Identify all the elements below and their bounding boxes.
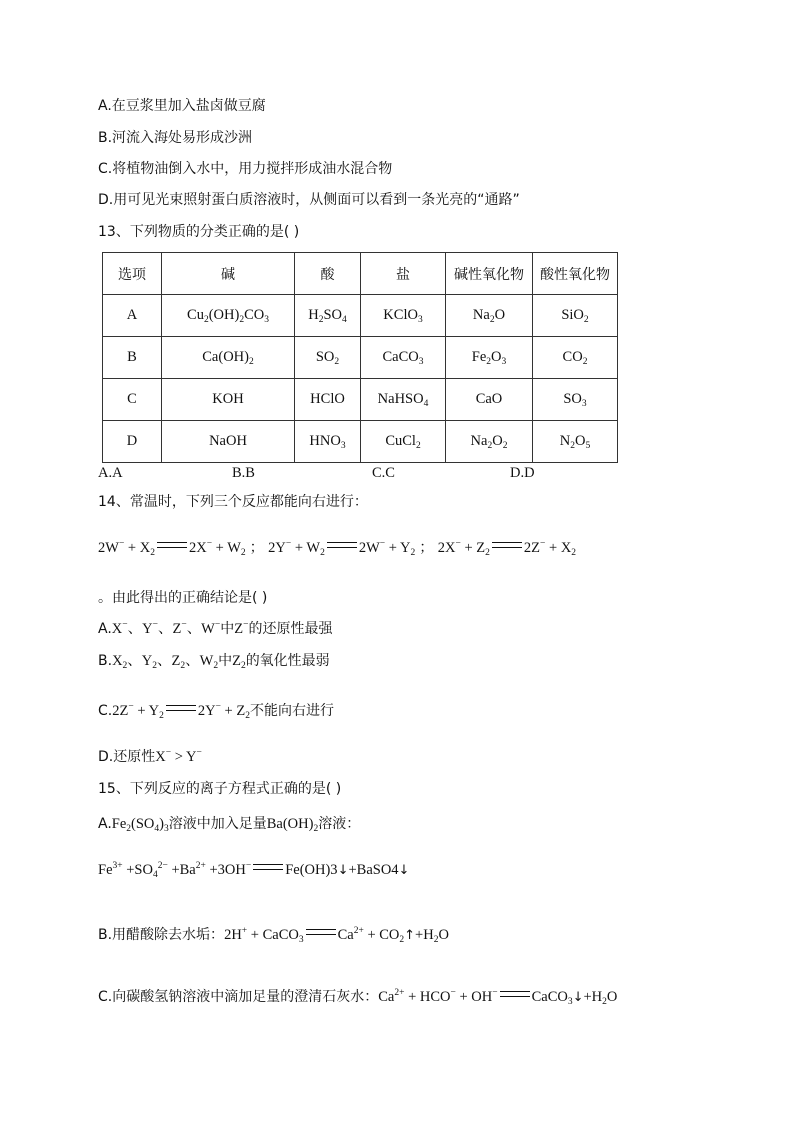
header-basic-oxide: 碱性氧化物 (446, 253, 533, 295)
table-cell: NaOH (162, 421, 295, 463)
table-row (103, 379, 618, 421)
table-cell: $Na_2O$ (446, 295, 533, 337)
table-cell: KOH (162, 379, 295, 421)
q12-option-c: C.将植物油倒入水中，用力搅拌形成油水混合物 (98, 161, 393, 177)
header-acid: 酸 (295, 253, 361, 295)
row-label: D (103, 421, 162, 463)
classification-table (102, 252, 618, 463)
table-cell: CuCl$_2$ (361, 421, 446, 463)
table-cell: $Na_2O_2$ (446, 421, 533, 463)
table-cell: $Cu_2(OH)_2CO_3$ (162, 295, 295, 337)
q14-stem: 14、常温时，下列三个反应都能向右进行： (98, 494, 368, 510)
table-cell: $SO_2$ (295, 337, 361, 379)
header-base: 碱 (162, 253, 295, 295)
table-header-row (103, 253, 618, 295)
q13-stem: 13、下列物质的分类正确的是( ) (98, 224, 300, 240)
q13-answer-a: A.A (98, 465, 123, 481)
table-cell: CaCO$_3$ (361, 337, 446, 379)
q15-option-b: B.用醋酸除去水垢：2H+ + CaCO$_3$ $Ca^{2+}$ + $CO_2↑+H_2O$ (98, 926, 449, 945)
header-option: 选项 (103, 253, 162, 295)
q14-reactions: $2W^- + X_2$ $2X^- + W_2$ ； $2Y^- + W_2$ $2W^- + Y_2$ ； $2X^- + Z_2$ $2Z^- + X_2$ (98, 539, 577, 558)
q13-answer-b: B.B (232, 465, 255, 481)
row-label: A (103, 295, 162, 337)
q15-option-a: $A.Fe_2(SO_4)_3$溶液中加入足量$Ba(OH)_2$溶液： (98, 816, 361, 834)
table-cell: KClO$_3$ (361, 295, 446, 337)
q12-option-d: D.用可见光束照射蛋白质溶液时，从侧面可以看到一条光亮的“通路” (98, 192, 520, 208)
row-label: C (103, 379, 162, 421)
q14-option-b: $B.X_2$、$Y_2$、$Z_2$、$W_2$中$Z_2$的氧化性最弱 (98, 653, 330, 671)
table-cell: $HNO_3$ (295, 421, 361, 463)
q15-option-c: C.向碳酸氢钠溶液中滴加足量的澄清石灰水：$Ca^{2+} + HCO^- + OH^-$ $CaCO_3↓+H_2O$ (98, 988, 618, 1007)
table-row (103, 421, 618, 463)
q14-option-d: D.还原性X− > Y− (98, 748, 202, 765)
table-row (103, 337, 618, 379)
table-cell: SiO$_2$ (533, 295, 618, 337)
table-cell: NaHSO$_4$ (361, 379, 446, 421)
table-row (103, 295, 618, 337)
table-cell: HClO (295, 379, 361, 421)
header-salt: 盐 (361, 253, 446, 295)
q12-option-b: B.河流入海处易形成沙洲 (98, 130, 253, 146)
table-cell: $Ca(OH)_2$ (162, 337, 295, 379)
header-acidic-oxide: 酸性氧化物 (533, 253, 618, 295)
q15-equation-a: $Fe^{3+} +SO_4^{2-} +Ba^{2+} +3OH^-$ Fe(OH)3↓+BaSO4↓ (98, 861, 410, 880)
q12-option-a: A.在豆浆里加入盐卤做豆腐 (98, 98, 266, 114)
table-cell: $Fe_2O_3$ (446, 337, 533, 379)
q14-option-a: A.X−、Y−、Z−、W−中Z−的还原性最强 (98, 620, 333, 637)
table-cell: $SO_3$ (533, 379, 618, 421)
q15-stem: 15、下列反应的离子方程式正确的是( ) (98, 781, 342, 797)
q14-conclusion-stem: 。由此得出的正确结论是( ) (98, 590, 268, 606)
table-cell: $N_2O_5$ (533, 421, 618, 463)
q13-answer-options (98, 465, 618, 483)
q13-answer-d: D.D (510, 465, 535, 481)
q14-option-c: $C.2Z^- + Y_2$ $2Y^- + Z_2$不能向右进行 (98, 702, 334, 721)
row-label: B (103, 337, 162, 379)
table-cell: $H_2SO_4$ (295, 295, 361, 337)
table-cell: $CO_2$ (533, 337, 618, 379)
table-cell: CaO (446, 379, 533, 421)
q13-answer-c: C.C (372, 465, 395, 481)
